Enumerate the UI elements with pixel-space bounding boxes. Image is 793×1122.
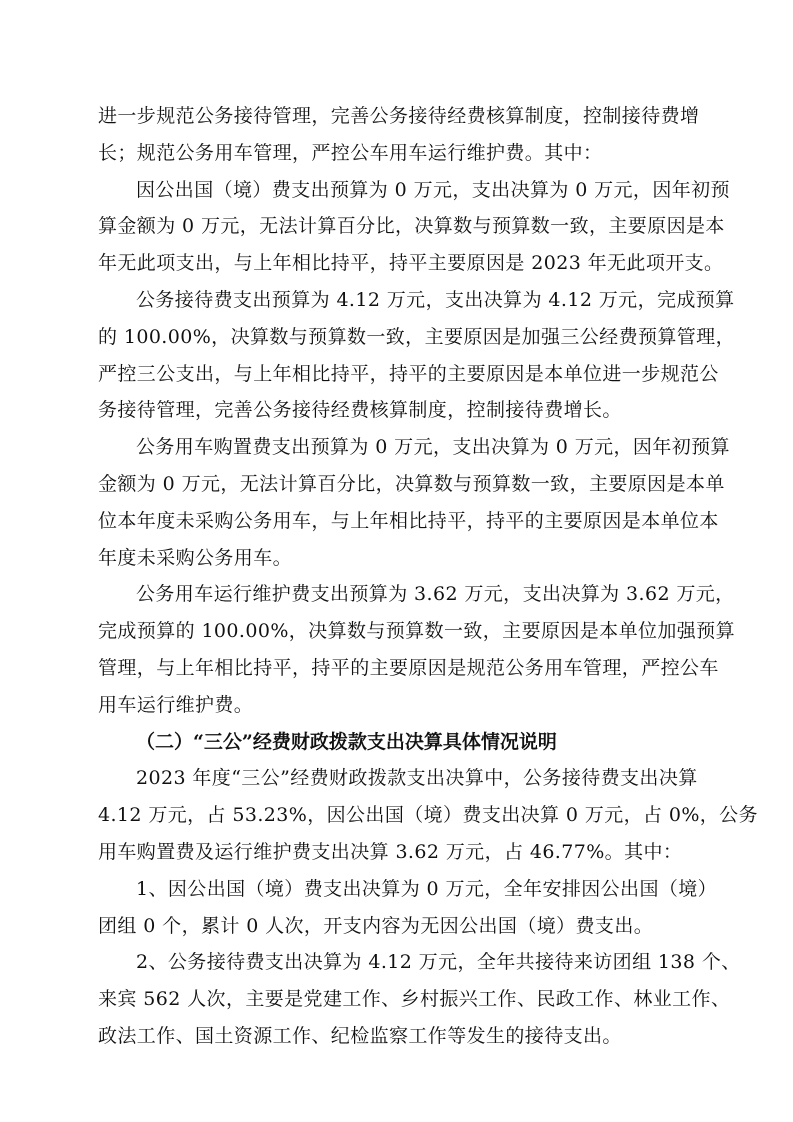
text-line: 团组 0 个，累计 0 人次，开支内容为无因公出国（境）费支出。 <box>98 914 654 937</box>
paragraph <box>98 760 758 870</box>
document-body-continued <box>98 760 758 1054</box>
text-line: 年无此项支出，与上年相比持平，持平主要原因是 2023 年无此项开支。 <box>98 252 724 275</box>
paragraph <box>98 576 735 723</box>
text-line: 用车购置费及运行维护费支出决算 3.62 万元，占 46.77%。其中： <box>98 840 683 863</box>
text-line: 4.12 万元，占 53.23%，因公出国（境）费支出决算 0 万元，占 0%，公务 <box>98 804 758 827</box>
text-line: 金额为 0 万元，无法计算百分比，决算数与预算数一致，主要原因是本单 <box>98 472 725 495</box>
text-line: 公务接待费支出预算为 4.12 万元，支出决算为 4.12 万元，完成预算 <box>136 288 735 311</box>
text-line: 进一步规范公务接待管理，完善公务接待经费核算制度，控制接待费增 <box>98 105 700 127</box>
paragraph <box>98 172 730 282</box>
paragraph <box>98 282 735 429</box>
text-line: 公务用车运行维护费支出预算为 3.62 万元，支出决算为 3.62 万元， <box>136 583 735 606</box>
text-line: 的 100.00%，决算数与预算数一致，主要原因是加强三公经费预算管理， <box>98 325 735 348</box>
text-line: 因公出国（境）费支出预算为 0 万元，支出决算为 0 万元，因年初预 <box>136 178 730 201</box>
text-line: 公务用车购置费支出预算为 0 万元，支出决算为 0 万元，因年初预算 <box>136 436 730 459</box>
section-heading: （二）“三公”经费财政拨款支出决算具体情况说明 <box>136 730 557 753</box>
text-line: 年度未采购公务用车。 <box>98 546 293 569</box>
text-line: 完成预算的 100.00%，决算数与预算数一致，主要原因是本单位加强预算 <box>98 620 735 643</box>
text-line: 位本年度未采购公务用车，与上年相比持平，持平的主要原因是本单位本 <box>98 509 719 532</box>
paragraph <box>98 871 718 945</box>
document-body <box>98 98 735 724</box>
text-line: 长；规范公务用车管理，严控公车用车运行维护费。其中： <box>98 141 603 164</box>
text-line: 用车运行维护费。 <box>98 693 254 716</box>
text-line: 政法工作、国土资源工作、纪检监察工作等发生的接待支出。 <box>98 1024 622 1047</box>
text-line: 务接待管理，完善公务接待经费核算制度，控制接待费增长。 <box>98 399 622 422</box>
text-line: 1、因公出国（境）费支出决算为 0 万元，全年安排因公出国（境） <box>136 877 718 900</box>
text-line: 2023 年度“三公”经费财政拨款支出决算中，公务接待费支出决算 <box>136 767 698 790</box>
text-line: 2、公务接待费支出决算为 4.12 万元，全年共接待来访团组 138 个、 <box>136 951 741 974</box>
paragraph <box>98 98 700 172</box>
paragraph <box>98 944 741 1054</box>
paragraph <box>98 429 730 576</box>
text-line: 严控三公支出，与上年相比持平，持平的主要原因是本单位进一步规范公 <box>98 362 719 385</box>
text-line: 算金额为 0 万元，无法计算百分比，决算数与预算数一致，主要原因是本 <box>98 215 725 238</box>
text-line: 管理，与上年相比持平，持平的主要原因是规范公务用车管理，严控公车 <box>98 656 719 679</box>
text-line: 来宾 562 人次，主要是党建工作、乡村振兴工作、民政工作、林业工作、 <box>98 988 731 1011</box>
